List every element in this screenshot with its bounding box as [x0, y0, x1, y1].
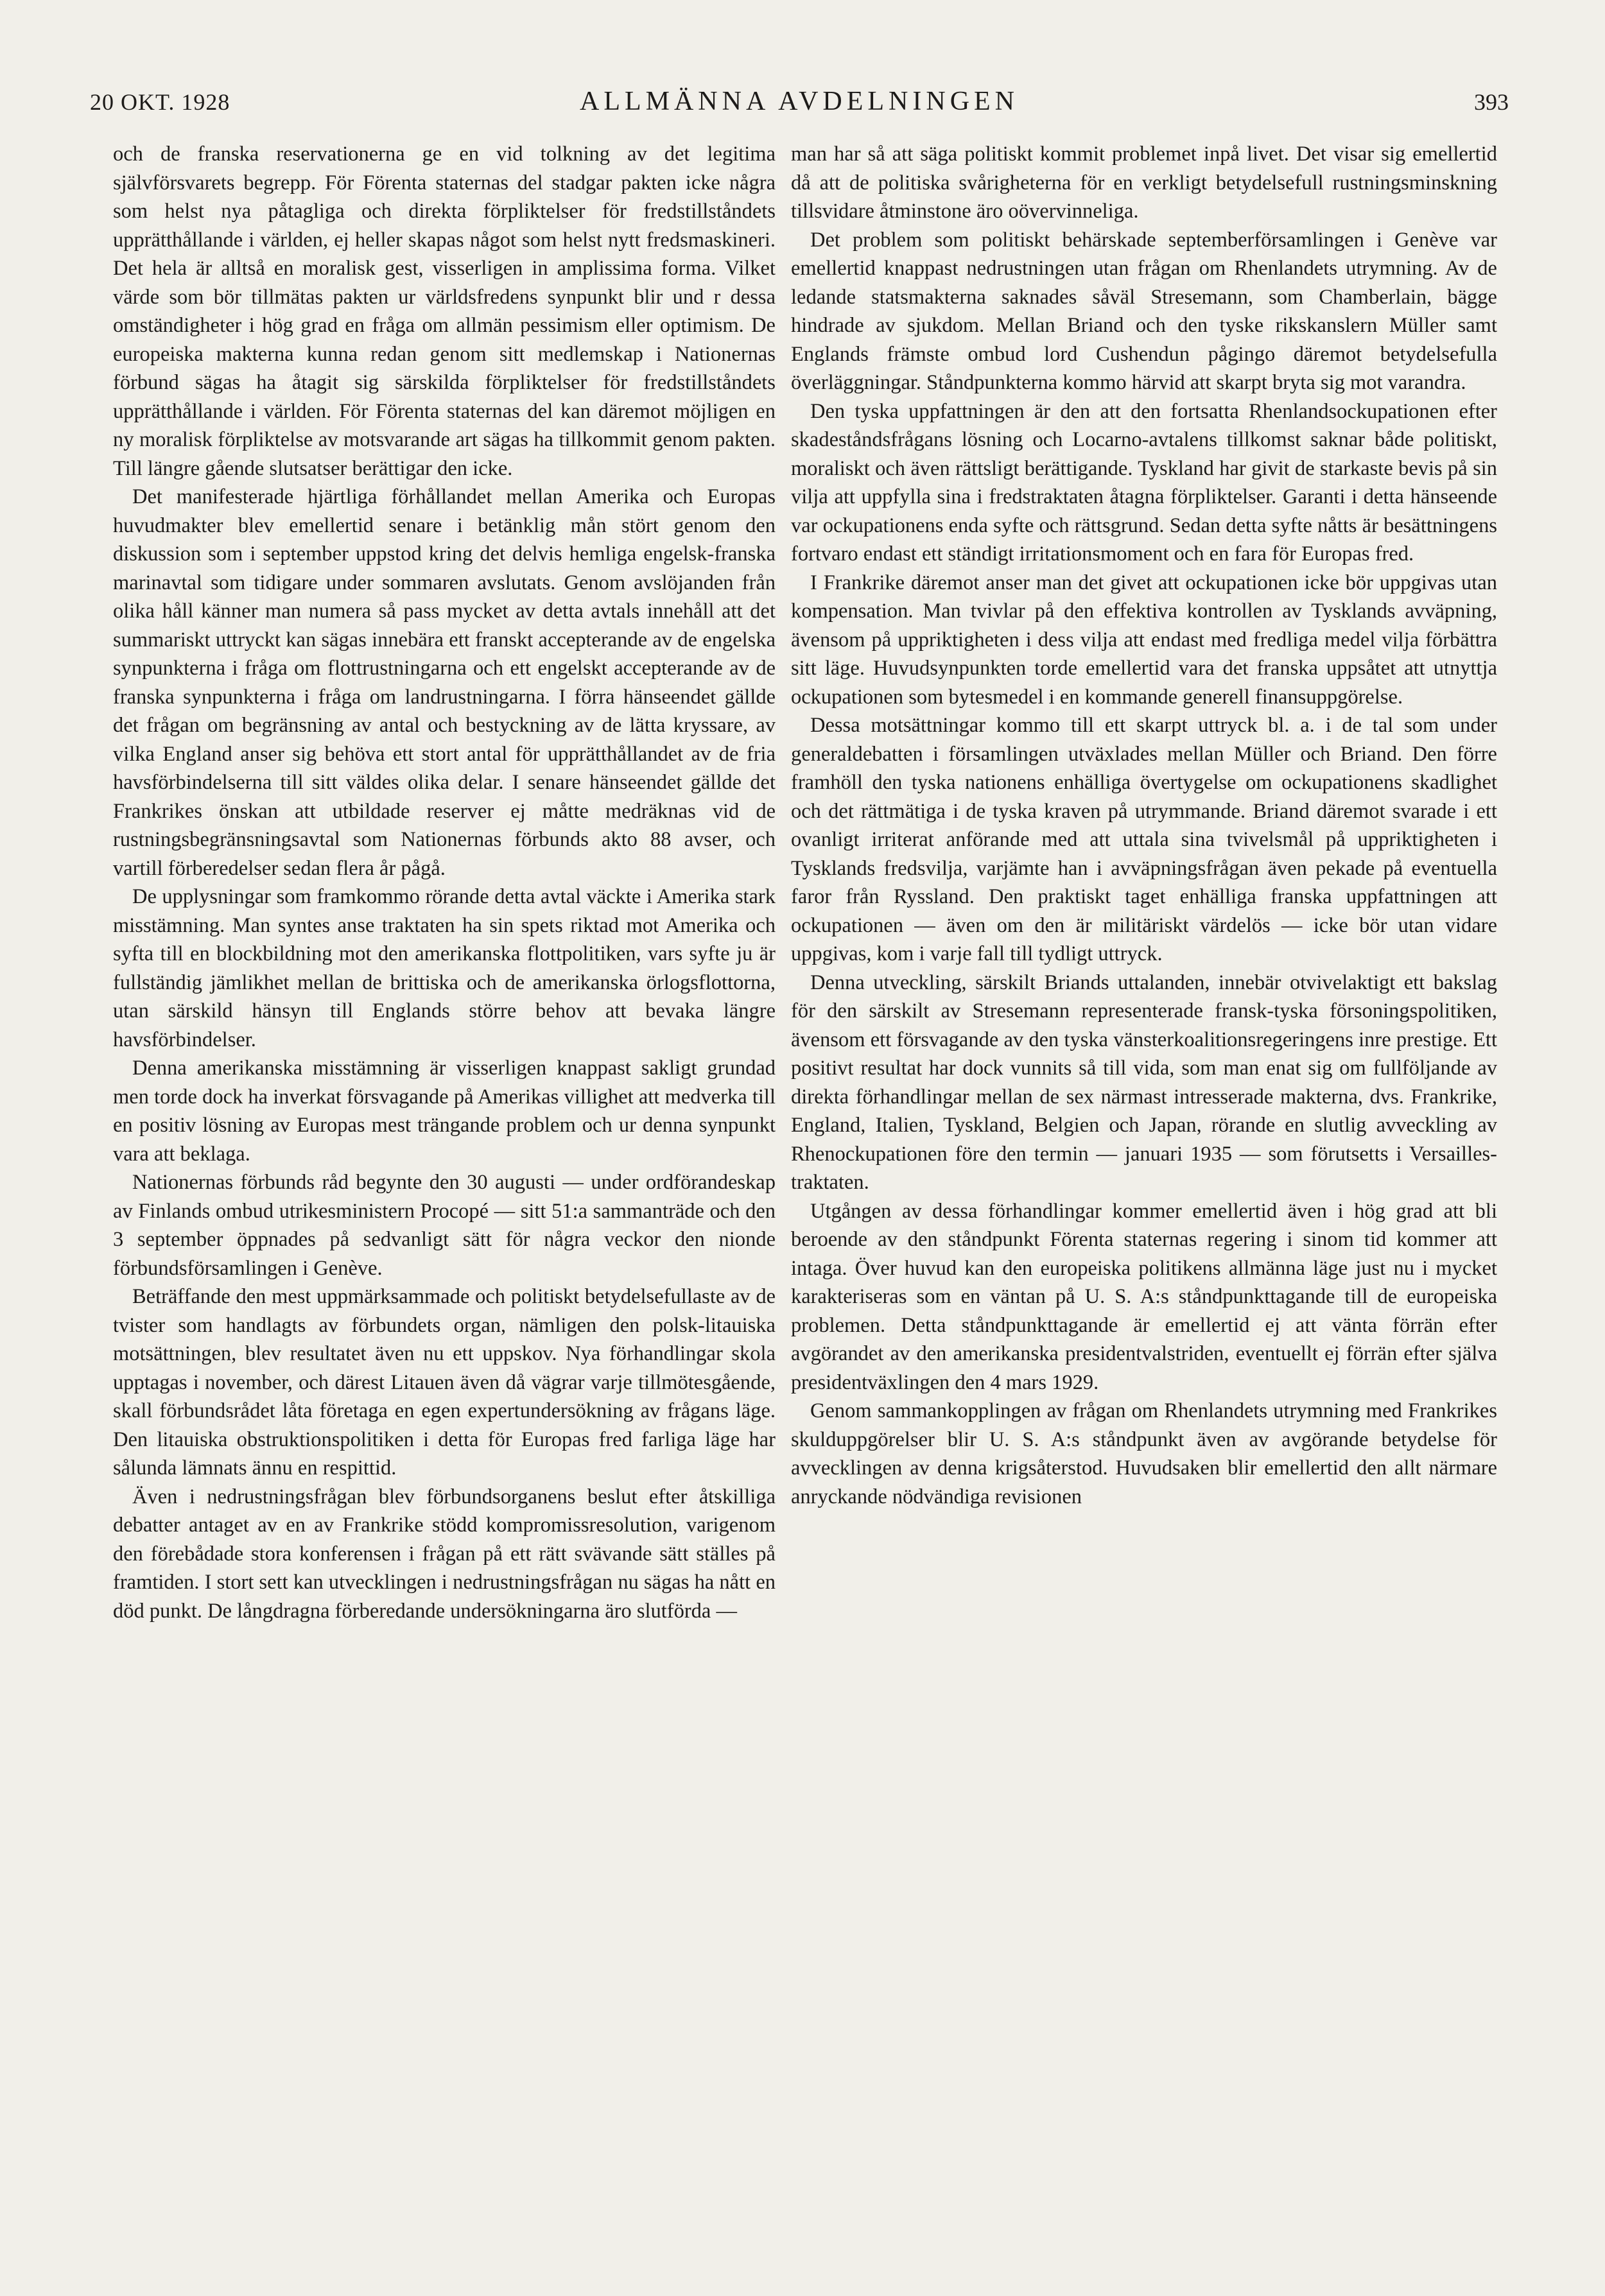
paragraph: De upplysningar som framkommo rörande detta avtal väckte i Amerika stark misstämning. Man syntes anse traktaten ha sin spets riktad mot Amerika och syfta till en blockbildning mot den amerikanska flottpolitiken, vars syfte ju är fullständig jämlikhet mellan de brittiska och de amerikanska örlogsflottorna, utan särskild hänsyn till Englands större behov att bevaka längre havsförbindelser.	[113, 885, 776, 1051]
paragraph: Utgången av dessa förhandlingar kommer emellertid även i hög grad att bli beroende av den ståndpunkt Förenta staternas regering i sinom tid kommer att intaga. Över huvud kan den europeiska politikens allmänna läge just nu i mycket karakteriseras som en väntan på U. S. A:s ståndpunkttagande till de europeiska problemen. Detta ståndpunkttagande är emellertid ej att vänta förrän efter avgörandet av den amerikanska presidentvalstriden, eventuellt ej förrän efter själva presidentväxlingen den 4 mars 1929.	[791, 1199, 1497, 1394]
header-date: 20 OKT. 1928	[90, 89, 230, 115]
right-column	[791, 140, 1497, 1511]
paragraph: Beträffande den mest uppmärksammade och politiskt betydelsefullaste av de tvister som handlagts av förbundets organ, nämligen den polsk-litauiska motsättningen, blev resultatet även nu ett uppskov. Nya förhandlingar skola upptagas i november, och därest Litauen även då vägrar varje tillmötesgående, skall förbundsrådet låta företaga en egen expertundersökning av frågans läge. Den litauiska obstruktionspolitiken i detta för Europas fred farliga läge har sålunda lämnats ännu en respittid.	[113, 1285, 776, 1480]
header-title: ALLMÄNNA AVDELNINGEN	[579, 87, 1019, 116]
paragraph: Nationernas förbunds råd begynte den 30 augusti — under ordförandeskap av Finlands ombud utrikesministern Procopé — sitt 51:a sammanträde och den 3 september öppnades på sedvanligt sätt för några veckor den nionde förbundsförsamlingen i Genève.	[113, 1171, 776, 1280]
paragraph: I Frankrike däremot anser man det givet att ockupationen icke bör uppgivas utan kompensation. Man tvivlar på den effektiva kontrollen av Tysklands avväpning, ävensom på uppriktigheten i dess vilja att endast med fredliga medel vilja förbättra sitt läge. Huvudsynpunkten torde emellertid vara det franska uppsåtet att utnyttja ockupationen som bytesmedel i en kommande generell finansuppgörelse.	[791, 571, 1497, 709]
paragraph: Genom sammankopplingen av frågan om Rhenlandets utrymning med Frankrikes skulduppgörelser blir U. S. A:s ståndpunkt även av avgörande betydelse för avvecklingen av denna krigsåterstod. Huvudsaken blir emellertid den allt närmare anryckande nödvändiga revisionen	[791, 1399, 1497, 1508]
header-page-number: 393	[1474, 89, 1509, 115]
left-column	[113, 140, 776, 1625]
paragraph: Det problem som politiskt behärskade septemberförsamlingen i Genève var emellertid knappast nedrustningen utan frågan om Rhenlandets utrymning. Av de ledande statsmakterna saknades såväl Stresemann, som Chamberlain, bägge hindrade av sjukdom. Mellan Briand och den tyske rikskanslern Müller samt Englands främste ombud lord Cushendun pågingo däremot betydelsefulla överläggningar. Ståndpunkterna kommo härvid att skarpt bryta sig mot varandra.	[791, 228, 1497, 394]
page-header	[90, 89, 1509, 121]
paragraph: Denna utveckling, särskilt Briands uttalanden, innebär otvivelaktigt ett bakslag för den särskilt av Stresemann representerade fransk-tyska försoningspolitiken, ävensom ett försvagande av den tyska vänsterkoalitionsregeringens inre prestige. Ett positivt resultat har dock vunnits så till vida, som man enat sig om fullföljande av direkta förhandlingar mellan de sex närmast intresserade makterna, dvs. Frankrike, England, Italien, Tyskland, Belgien och Japan, rörande en slutlig avveckling av Rhenockupationen före den termin — januari 1935 — som förutsetts i Versailles-traktaten.	[791, 971, 1497, 1194]
paragraph: Det manifesterade hjärtliga förhållandet mellan Amerika och Europas huvudmakter blev emellertid senare i betänklig mån stört genom den diskussion som i september uppstod kring det delvis hemliga engelsk-franska marinavtal som tidigare under sommaren avslutats. Genom avslöjanden från olika håll känner man numera så pass mycket av detta avtals innehåll att det summariskt uttryckt kan sägas innebära ett franskt accepterande av de engelska synpunkterna i fråga om flottrustningarna och ett engelskt accepterande av de franska synpunkterna i fråga om landrustningarna. I förra hänseendet gällde det frågan om begränsning av antal och bestyckning av de lätta kryssare, av vilka England anser sig behöva ett stort antal för upprätthållandet av de fria havsförbindelserna till sitt väldes olika delar. I senare hänseendet gällde det Frankrikes önskan att utbildade reserver ej måtte medräknas vid de rustningsbegränsningsavtal som Nationernas förbunds akto 88 avser, och vartill förberedelser sedan flera år pågå.	[113, 485, 776, 880]
paragraph: Den tyska uppfattningen är den att den fortsatta Rhenlandsockupationen efter skadeståndsfrågans lösning och Locarno-avtalens tillkomst saknar både politiskt, moraliskt och även rättsligt berättigande. Tyskland har givit de starkaste bevis på sin vilja att uppfylla sina i fredstraktaten åtagna förpliktelser. Garanti i detta hänseende var ockupationens enda syfte och rättsgrund. Sedan detta syfte nåtts är besättningens fortvaro endast ett ständigt irritationsmoment och en fara för Europas fred.	[791, 399, 1497, 565]
paragraph: man har så att säga politiskt kommit problemet inpå livet. Det visar sig emellertid då att de politiska svårigheterna för en verkligt betydelsefull rustningsminskning tillsvidare åtminstone äro oövervinneliga.	[791, 142, 1497, 223]
paragraph: Även i nedrustningsfrågan blev förbundsorganens beslut efter åtskilliga debatter antaget av en av Frankrike stödd kompromissresolution, varigenom den förebådade stora konferensen i frågan på ett rätt svävande sätt ställes på framtiden. I stort sett kan utvecklingen i nedrustningsfrågan nu sägas ha nått en död punkt. De långdragna förberedande undersökningarna äro slutförda —	[113, 1485, 776, 1623]
paragraph: och de franska reservationerna ge en vid tolkning av det legitima självförsvarets begrepp. För Förenta staternas del stadgar pakten icke några som helst nya påtagliga och direkta förpliktelser för fredstillståndets upprätthållande i världen, ej heller skapas något som helst nytt fredsmaskineri. Det hela är alltså en moralisk gest, visserligen in amplissima forma. Vilket värde som bör tillmätas pakten ur världsfredens synpunkt blir und r dessa omständigheter i hög grad en fråga om allmän pessimism eller optimism. De europeiska makterna kunna redan genom sitt medlemskap i Nationernas förbund sägas ha åtagit sig särskilda förpliktelser för fredstillståndets upprätthållande i världen. För Förenta staternas del kan däremot möjligen en ny moralisk förpliktelse av motsvarande art sägas ha tillkommit genom pakten. Till längre gående slutsatser berättigar den icke.	[113, 142, 776, 480]
paragraph: Denna amerikanska misstämning är visserligen knappast sakligt grundad men torde dock ha inverkat försvagande på Amerikas villighet att medverka till en positiv lösning av Europas mest trängande problem och ur denna synpunkt vara att beklaga.	[113, 1057, 776, 1166]
paragraph: Dessa motsättningar kommo till ett skarpt uttryck bl. a. i de tal som under generaldebatten i församlingen utväxlades mellan Müller och Briand. Den förre framhöll den tyska nationens enhälliga övertygelse om ockupationens skadlighet och det rättmätiga i de tyska kraven på utrymmande. Briand däremot svarade i ett ovanligt irriterat anförande med att uttala sina tvivelsmål på uppriktigheten i Tysklands fredsvilja, varjämte han i avväpningsfrågan även pekade på eventuella faror från Ryssland. Den praktiskt taget enhälliga franska uppfattningen att ockupationen — även om den är militäriskt värdelös — icke bör utan vidare uppgivas, kom i varje fall till tydligt uttryck.	[791, 714, 1497, 965]
